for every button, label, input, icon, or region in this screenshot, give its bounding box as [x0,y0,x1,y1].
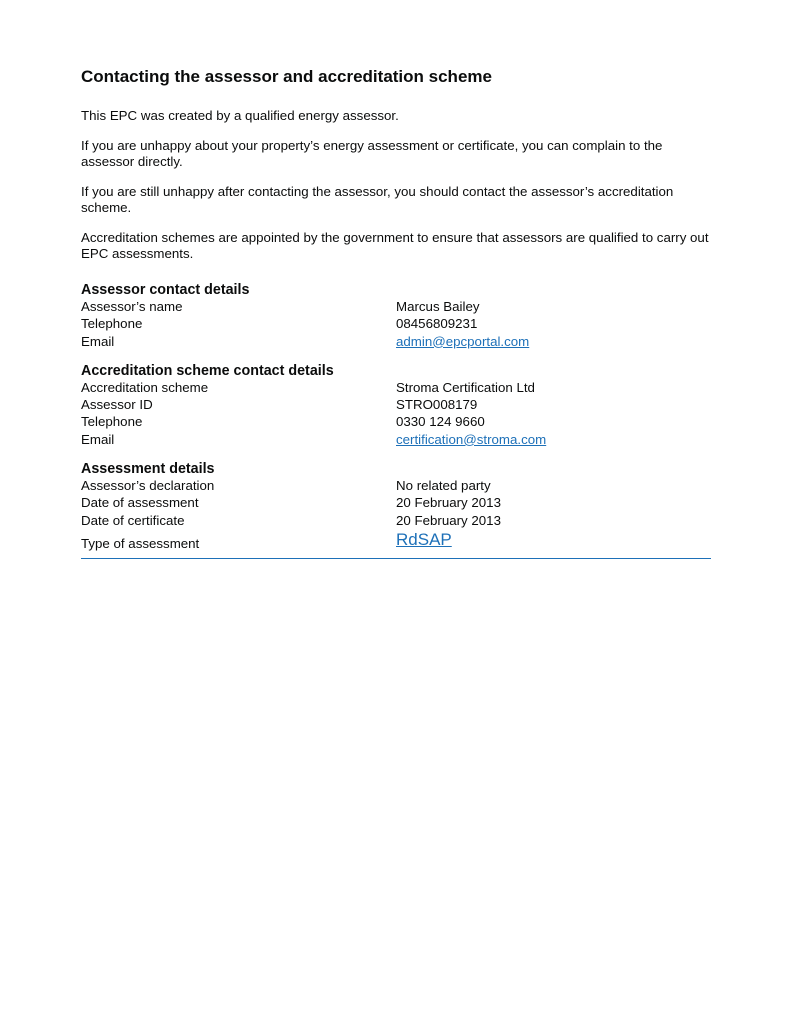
intro-paragraph-3: If you are still unhappy after contacting the assessor, you should contact the assessor’s accreditation scheme. [81,184,674,215]
scheme-email-row [81,431,711,448]
assessor-telephone-label: Telephone [81,316,143,332]
assessor-email-label: Email [81,333,115,349]
intro-paragraph-2: If you are unhappy about your property’s energy assessment or certificate, you can complain to the assessor directly. [81,138,663,169]
date-of-certificate-row [81,512,711,529]
date-of-assessment-row [81,494,711,511]
assessor-name-value: Marcus Bailey [396,299,480,314]
scheme-name-row [81,379,711,396]
epc-contact-page [81,66,711,572]
scheme-email-link[interactable]: certification@stroma.com [396,431,547,447]
scheme-telephone-value: 0330 124 9660 [396,414,485,430]
assessor-id-row [81,396,711,413]
assessor-section-title: Assessor contact details [81,282,250,298]
declaration-label: Assessor’s declaration [81,478,215,494]
type-of-assessment-link[interactable]: RdSAP [396,529,452,549]
assessment-section-title: Assessment details [81,461,215,478]
section-divider [81,558,711,559]
assessor-telephone-row [81,315,711,332]
assessor-id-value: STRO008179 [396,397,478,413]
declaration-row [81,477,711,494]
assessor-email-row [81,333,711,350]
date-of-certificate-value: 20 February 2013 [396,512,501,528]
scheme-name-value: Stroma Certification Ltd [396,379,535,395]
date-of-assessment-label: Date of assessment [81,495,199,511]
page-title: Contacting the assessor and accreditation scheme [81,67,492,86]
assessor-contact-section [81,282,711,350]
scheme-section-title: Accreditation scheme contact details [81,362,334,379]
scheme-telephone-label: Telephone [81,414,143,430]
date-of-certificate-label: Date of certificate [81,512,185,528]
intro-paragraph-1: This EPC was created by a qualified energy assessor. [81,108,399,123]
type-of-assessment-label: Type of assessment [81,535,200,551]
scheme-name-label: Accreditation scheme [81,379,209,395]
scheme-email-label: Email [81,431,115,447]
assessor-telephone-value: 08456809231 [396,316,478,332]
declaration-value: No related party [396,478,491,494]
scheme-telephone-row [81,413,711,430]
scheme-contact-section [81,363,711,448]
type-of-assessment-row [81,530,711,554]
assessor-name-label: Assessor’s name [81,299,183,314]
date-of-assessment-value: 20 February 2013 [396,495,501,511]
assessor-id-label: Assessor ID [81,397,153,413]
assessor-name-row [81,298,711,315]
assessor-email-link[interactable]: admin@epcportal.com [396,333,530,349]
intro-paragraph-4: Accreditation schemes are appointed by the government to ensure that assessors are qualified to carry out EPC assessments. [81,230,709,261]
assessment-details-section [81,461,711,559]
